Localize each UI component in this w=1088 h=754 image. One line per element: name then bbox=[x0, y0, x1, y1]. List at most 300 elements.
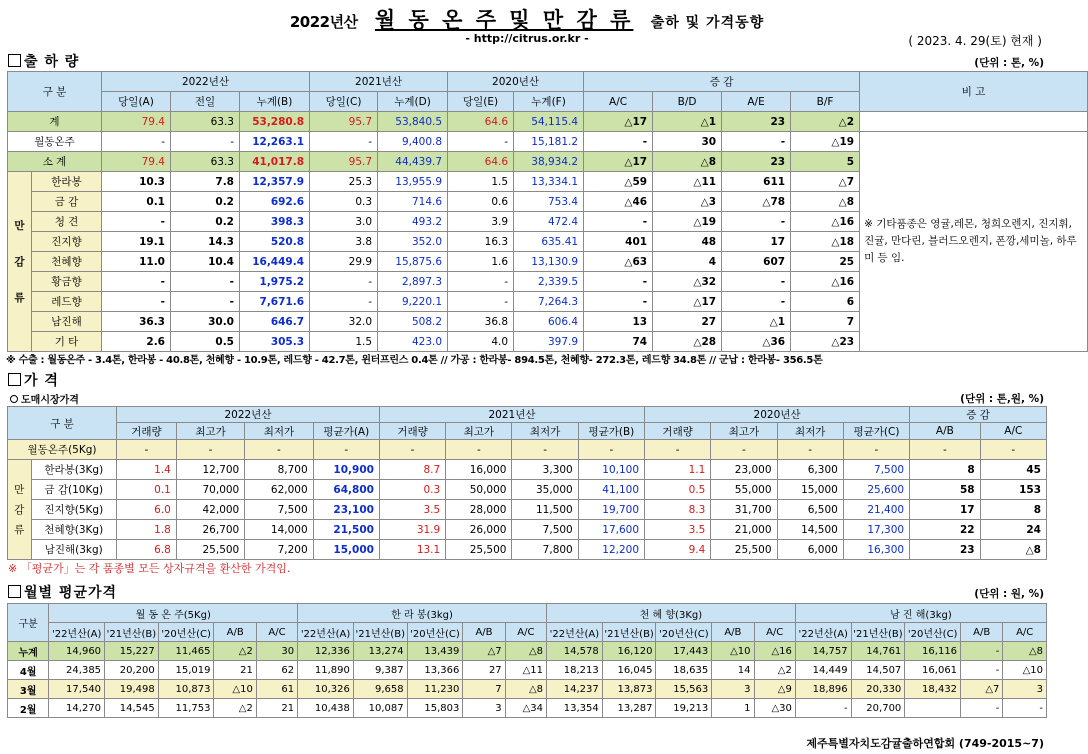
data-cell: 13,334.1 bbox=[514, 172, 584, 192]
data-cell: 607 bbox=[722, 252, 791, 272]
data-cell: 27 bbox=[463, 661, 505, 680]
data-cell: 8.7 bbox=[379, 460, 445, 480]
data-cell: 15,000 bbox=[313, 540, 379, 560]
col-header: '22년산(A) bbox=[795, 623, 851, 642]
data-cell: 21 bbox=[214, 661, 256, 680]
col-header: A/B bbox=[910, 423, 981, 440]
data-cell: △1 bbox=[722, 312, 791, 332]
data-cell: - bbox=[310, 292, 378, 312]
data-cell: - bbox=[645, 440, 711, 460]
data-cell: 2,897.3 bbox=[378, 272, 448, 292]
monthly-group-header: 천 혜 향(3Kg) bbox=[547, 604, 796, 623]
data-cell: 27 bbox=[653, 312, 722, 332]
data-cell: - bbox=[102, 132, 171, 152]
data-cell: 95.7 bbox=[310, 112, 378, 132]
price-note: ※ 「평균가」는 각 품종별 모든 상자규격을 환산한 가격임. bbox=[8, 562, 291, 575]
data-cell: - bbox=[910, 440, 981, 460]
data-cell: 32.0 bbox=[310, 312, 378, 332]
data-cell: 17,300 bbox=[843, 520, 909, 540]
data-cell: - bbox=[722, 292, 791, 312]
data-cell: - bbox=[102, 292, 171, 312]
data-cell: 17,443 bbox=[656, 642, 712, 661]
data-cell: - bbox=[310, 132, 378, 152]
data-cell: - bbox=[379, 440, 445, 460]
data-cell: 305.3 bbox=[240, 332, 310, 352]
monthly-group-header: 한 라 봉(3kg) bbox=[298, 604, 547, 623]
row-label: 진지향 bbox=[32, 232, 102, 252]
data-cell: - bbox=[961, 699, 1003, 718]
data-cell: 25 bbox=[791, 252, 860, 272]
data-cell: 472.4 bbox=[514, 212, 584, 232]
data-cell: △2 bbox=[791, 112, 860, 132]
data-cell: 401 bbox=[584, 232, 653, 252]
data-cell: 16,300 bbox=[843, 540, 909, 560]
data-cell: - bbox=[961, 661, 1003, 680]
data-cell: 9,400.8 bbox=[378, 132, 448, 152]
data-cell: - bbox=[584, 272, 653, 292]
col-header: A/B bbox=[463, 623, 505, 642]
table-row bbox=[8, 480, 1047, 500]
price-hdr-2022: 2022년산 bbox=[117, 407, 380, 423]
data-cell: 25,500 bbox=[176, 540, 244, 560]
data-cell: - bbox=[117, 440, 177, 460]
col-header: A/C bbox=[256, 623, 297, 642]
data-cell: 16,045 bbox=[602, 661, 656, 680]
data-cell: - bbox=[843, 440, 909, 460]
data-cell: 21,000 bbox=[711, 520, 777, 540]
data-cell: 44,439.7 bbox=[378, 152, 448, 172]
col-header: 평균가(B) bbox=[578, 423, 644, 440]
data-cell: △10 bbox=[712, 642, 754, 661]
price-hdr-change: 증 감 bbox=[910, 407, 1047, 423]
data-cell: 13,130.9 bbox=[514, 252, 584, 272]
circle-bullet-icon bbox=[10, 395, 18, 403]
data-cell: 17 bbox=[722, 232, 791, 252]
data-cell: 41,100 bbox=[578, 480, 644, 500]
row-label: 월동온주(5Kg) bbox=[8, 440, 117, 460]
data-cell: 398.3 bbox=[240, 212, 310, 232]
data-cell: 30.0 bbox=[171, 312, 240, 332]
data-cell: 21,400 bbox=[843, 500, 909, 520]
data-cell: △8 bbox=[653, 152, 722, 172]
data-cell: △16 bbox=[791, 212, 860, 232]
data-cell: 19,498 bbox=[105, 680, 159, 699]
data-cell: - bbox=[313, 440, 379, 460]
table-row bbox=[8, 680, 1047, 699]
data-cell: 79.4 bbox=[102, 152, 171, 172]
data-cell: 41,017.8 bbox=[240, 152, 310, 172]
row-label: 청 견 bbox=[32, 212, 102, 232]
data-cell: 18,896 bbox=[795, 680, 851, 699]
data-cell: 7,264.3 bbox=[514, 292, 584, 312]
data-cell: - bbox=[176, 440, 244, 460]
data-cell: - bbox=[102, 212, 171, 232]
data-cell: 611 bbox=[722, 172, 791, 192]
row-label: 기 타 bbox=[32, 332, 102, 352]
data-cell: 15,803 bbox=[407, 699, 463, 718]
data-cell: 64,800 bbox=[313, 480, 379, 500]
title-sub: 출하 및 가격동향 bbox=[650, 15, 765, 31]
col-header: 당일(A) bbox=[102, 92, 171, 112]
data-cell: 6 bbox=[791, 292, 860, 312]
data-cell: △17 bbox=[584, 112, 653, 132]
data-cell: 11.0 bbox=[102, 252, 171, 272]
data-cell: 64.6 bbox=[448, 152, 514, 172]
data-cell: 14,500 bbox=[777, 520, 843, 540]
data-cell: 19.1 bbox=[102, 232, 171, 252]
data-cell: 18,213 bbox=[547, 661, 603, 680]
data-cell: 64.6 bbox=[448, 112, 514, 132]
data-cell: 646.7 bbox=[240, 312, 310, 332]
data-cell: 16,449.4 bbox=[240, 252, 310, 272]
shipments-unit: (단위 : 톤, %) bbox=[974, 57, 1044, 69]
data-cell: 2.6 bbox=[102, 332, 171, 352]
hdr-gubun: 구 분 bbox=[8, 72, 102, 112]
data-cell: 1.5 bbox=[448, 172, 514, 192]
data-cell: 53,840.5 bbox=[378, 112, 448, 132]
data-cell: 4.0 bbox=[448, 332, 514, 352]
data-cell: △34 bbox=[505, 699, 546, 718]
data-cell: 14,545 bbox=[105, 699, 159, 718]
data-cell: 36.8 bbox=[448, 312, 514, 332]
data-cell: 16,120 bbox=[602, 642, 656, 661]
row-label: 4월 bbox=[8, 661, 49, 680]
data-cell: 20,330 bbox=[851, 680, 905, 699]
data-cell: 15,000 bbox=[777, 480, 843, 500]
data-cell: 7 bbox=[463, 680, 505, 699]
data-cell: 55,000 bbox=[711, 480, 777, 500]
data-cell: △10 bbox=[214, 680, 256, 699]
col-header: A/B bbox=[712, 623, 754, 642]
prices-unit: (단위 : 톤,원, %) bbox=[960, 393, 1044, 405]
data-cell: △10 bbox=[1003, 661, 1047, 680]
data-cell: 0.2 bbox=[171, 192, 240, 212]
col-header: 거래량 bbox=[645, 423, 711, 440]
data-cell: 38,934.2 bbox=[514, 152, 584, 172]
data-cell: 17,540 bbox=[49, 680, 105, 699]
data-cell: - bbox=[722, 272, 791, 292]
data-cell: - bbox=[722, 132, 791, 152]
row-label: 금 감 bbox=[32, 192, 102, 212]
data-cell: 30 bbox=[653, 132, 722, 152]
data-cell: - bbox=[584, 132, 653, 152]
data-cell: 13 bbox=[584, 312, 653, 332]
data-cell: 520.8 bbox=[240, 232, 310, 252]
data-cell: 14,761 bbox=[851, 642, 905, 661]
data-cell: △63 bbox=[584, 252, 653, 272]
col-header: 평균가(C) bbox=[843, 423, 909, 440]
data-cell: 63.3 bbox=[171, 152, 240, 172]
data-cell: 12,200 bbox=[578, 540, 644, 560]
data-cell: 17,600 bbox=[578, 520, 644, 540]
data-cell: 31.9 bbox=[379, 520, 445, 540]
data-cell: 1.8 bbox=[117, 520, 177, 540]
hdr-2020: 2020년산 bbox=[448, 72, 584, 92]
data-cell: 15,563 bbox=[656, 680, 712, 699]
data-cell: 35,000 bbox=[512, 480, 578, 500]
data-cell: 28,000 bbox=[446, 500, 512, 520]
data-cell: △2 bbox=[214, 699, 256, 718]
col-header: 최저가 bbox=[777, 423, 843, 440]
report-title bbox=[0, 4, 1054, 30]
checkbox-square-icon bbox=[8, 373, 21, 386]
table-row bbox=[8, 112, 1088, 132]
data-cell: 29.9 bbox=[310, 252, 378, 272]
price-hdr-gubun: 구 분 bbox=[8, 407, 117, 440]
data-cell: 8,700 bbox=[245, 460, 313, 480]
data-cell: - bbox=[795, 699, 851, 718]
data-cell: 13,873 bbox=[602, 680, 656, 699]
data-cell: 10,326 bbox=[298, 680, 354, 699]
data-cell: 54,115.4 bbox=[514, 112, 584, 132]
data-cell: 7,671.6 bbox=[240, 292, 310, 312]
data-cell: 11,890 bbox=[298, 661, 354, 680]
shipments-table bbox=[7, 71, 1088, 352]
data-cell: 16,061 bbox=[905, 661, 961, 680]
data-cell: 397.9 bbox=[514, 332, 584, 352]
data-cell: - bbox=[980, 440, 1046, 460]
data-cell: △32 bbox=[653, 272, 722, 292]
row-label: 진지향(5Kg) bbox=[31, 500, 117, 520]
data-cell: 74 bbox=[584, 332, 653, 352]
data-cell: 20,700 bbox=[851, 699, 905, 718]
title-main: 월 동 온 주 및 만 감 류 bbox=[374, 7, 634, 32]
data-cell: 6,000 bbox=[777, 540, 843, 560]
col-header: '20년산(C) bbox=[656, 623, 712, 642]
data-cell: 0.6 bbox=[448, 192, 514, 212]
data-cell: 1.4 bbox=[117, 460, 177, 480]
data-cell: 36.3 bbox=[102, 312, 171, 332]
data-cell: 58 bbox=[910, 480, 981, 500]
data-cell: 0.3 bbox=[379, 480, 445, 500]
data-cell: 9,658 bbox=[353, 680, 407, 699]
data-cell: 7,800 bbox=[512, 540, 578, 560]
data-cell: 26,700 bbox=[176, 520, 244, 540]
data-cell: 23 bbox=[722, 112, 791, 132]
data-cell: 11,500 bbox=[512, 500, 578, 520]
row-label: 금 감(10Kg) bbox=[31, 480, 117, 500]
col-header: 최저가 bbox=[245, 423, 313, 440]
data-cell: △16 bbox=[754, 642, 795, 661]
col-header: A/C bbox=[1003, 623, 1047, 642]
site-url[interactable]: - http://citrus.or.kr - bbox=[465, 32, 589, 45]
data-cell: 23 bbox=[722, 152, 791, 172]
data-cell: △8 bbox=[980, 540, 1046, 560]
col-header: 누계(F) bbox=[514, 92, 584, 112]
data-cell: △2 bbox=[754, 661, 795, 680]
data-cell: △19 bbox=[653, 212, 722, 232]
section-monthly-title: 월별 평균가격 bbox=[8, 582, 117, 602]
col-header: A/E bbox=[722, 92, 791, 112]
col-header: 누계(B) bbox=[240, 92, 310, 112]
data-cell: 17 bbox=[910, 500, 981, 520]
col-header: A/C bbox=[980, 423, 1046, 440]
data-cell: 7 bbox=[791, 312, 860, 332]
data-cell: 15,875.6 bbox=[378, 252, 448, 272]
data-cell: 22 bbox=[910, 520, 981, 540]
data-cell: 14,960 bbox=[49, 642, 105, 661]
data-cell: 10,873 bbox=[158, 680, 214, 699]
data-cell: △11 bbox=[653, 172, 722, 192]
data-cell: 7,500 bbox=[512, 520, 578, 540]
remark-note: ※ 기타품종은 영귤,레몬, 청희오렌지, 진지휘, 진귤, 만다린, 블러드오렌지, 폰깡,세미놀, 하루미 등 임. bbox=[860, 132, 1088, 352]
col-header: 최고가 bbox=[446, 423, 512, 440]
data-cell: 14,578 bbox=[547, 642, 603, 661]
monthly-hdr-gubun: 구분 bbox=[8, 604, 49, 642]
wholesale-label: 도매시장가격 bbox=[10, 391, 79, 406]
row-label: 누계 bbox=[8, 642, 49, 661]
data-cell: 10.4 bbox=[171, 252, 240, 272]
col-header: '22년산(A) bbox=[547, 623, 603, 642]
data-cell: - bbox=[512, 440, 578, 460]
row-label: 천혜향 bbox=[32, 252, 102, 272]
data-cell: 62 bbox=[256, 661, 297, 680]
col-header: 평균가(A) bbox=[313, 423, 379, 440]
data-cell: 21 bbox=[256, 699, 297, 718]
data-cell: 12,357.9 bbox=[240, 172, 310, 192]
data-cell: 10,438 bbox=[298, 699, 354, 718]
hdr-2022: 2022년산 bbox=[102, 72, 310, 92]
data-cell: 21,500 bbox=[313, 520, 379, 540]
data-cell: 7.8 bbox=[171, 172, 240, 192]
data-cell: 3.9 bbox=[448, 212, 514, 232]
data-cell: - bbox=[722, 212, 791, 232]
data-cell: - bbox=[1003, 699, 1047, 718]
data-cell: 9.4 bbox=[645, 540, 711, 560]
monthly-table bbox=[7, 603, 1047, 718]
data-cell: 153 bbox=[980, 480, 1046, 500]
col-header: 최고가 bbox=[176, 423, 244, 440]
data-cell: 3.0 bbox=[310, 212, 378, 232]
data-cell: 0.3 bbox=[310, 192, 378, 212]
data-cell: 19,700 bbox=[578, 500, 644, 520]
data-cell: 12,336 bbox=[298, 642, 354, 661]
table-row bbox=[8, 460, 1047, 480]
data-cell: 25,500 bbox=[446, 540, 512, 560]
data-cell: 25,600 bbox=[843, 480, 909, 500]
col-header: 거래량 bbox=[379, 423, 445, 440]
data-cell: 62,000 bbox=[245, 480, 313, 500]
row-label: 천혜향(3Kg) bbox=[31, 520, 117, 540]
data-cell: 14,270 bbox=[49, 699, 105, 718]
data-cell: 18,635 bbox=[656, 661, 712, 680]
data-cell: △18 bbox=[791, 232, 860, 252]
data-cell: 10,087 bbox=[353, 699, 407, 718]
data-cell: 11,230 bbox=[407, 680, 463, 699]
monthly-group-header: 남 진 해(3kg) bbox=[795, 604, 1046, 623]
row-label: 소 계 bbox=[8, 152, 102, 172]
data-cell: 493.2 bbox=[378, 212, 448, 232]
data-cell: - bbox=[448, 132, 514, 152]
col-header: '20년산(C) bbox=[407, 623, 463, 642]
table-row bbox=[8, 440, 1047, 460]
data-cell: 9,387 bbox=[353, 661, 407, 680]
data-cell: 7,200 bbox=[245, 540, 313, 560]
data-cell: △8 bbox=[1003, 642, 1047, 661]
data-cell: 79.4 bbox=[102, 112, 171, 132]
data-cell: 14 bbox=[712, 661, 754, 680]
data-cell: 16.3 bbox=[448, 232, 514, 252]
row-label: 2월 bbox=[8, 699, 49, 718]
data-cell: 14,000 bbox=[245, 520, 313, 540]
table-row bbox=[8, 661, 1047, 680]
col-header: A/C bbox=[505, 623, 546, 642]
row-label: 레드향 bbox=[32, 292, 102, 312]
data-cell: 31,700 bbox=[711, 500, 777, 520]
table-row bbox=[8, 699, 1047, 718]
data-cell: 16,116 bbox=[905, 642, 961, 661]
data-cell: △23 bbox=[791, 332, 860, 352]
col-header: A/B bbox=[961, 623, 1003, 642]
data-cell: 95.7 bbox=[310, 152, 378, 172]
data-cell: 20,200 bbox=[105, 661, 159, 680]
col-header: 거래량 bbox=[117, 423, 177, 440]
data-cell: 14,449 bbox=[795, 661, 851, 680]
report-date: ( 2023. 4. 29(토) 현재 ) bbox=[908, 34, 1042, 48]
checkbox-square-icon bbox=[8, 54, 21, 67]
col-header: '21년산(B) bbox=[353, 623, 407, 642]
data-cell: 63.3 bbox=[171, 112, 240, 132]
col-header: '22년산(A) bbox=[49, 623, 105, 642]
data-cell: 19,213 bbox=[656, 699, 712, 718]
data-cell: 6,300 bbox=[777, 460, 843, 480]
data-cell: 18,432 bbox=[905, 680, 961, 699]
row-label: 황금향 bbox=[32, 272, 102, 292]
data-cell: 26,000 bbox=[446, 520, 512, 540]
data-cell: - bbox=[171, 292, 240, 312]
data-cell: 3.5 bbox=[379, 500, 445, 520]
col-header: '21년산(B) bbox=[105, 623, 159, 642]
price-hdr-2021: 2021년산 bbox=[379, 407, 644, 423]
data-cell: 23,000 bbox=[711, 460, 777, 480]
data-cell: 1,975.2 bbox=[240, 272, 310, 292]
data-cell: 1.5 bbox=[310, 332, 378, 352]
data-cell: △36 bbox=[722, 332, 791, 352]
data-cell: 423.0 bbox=[378, 332, 448, 352]
data-cell: 6.8 bbox=[117, 540, 177, 560]
data-cell: 10,100 bbox=[578, 460, 644, 480]
data-cell: △16 bbox=[791, 272, 860, 292]
data-cell: - bbox=[448, 272, 514, 292]
data-cell: 42,000 bbox=[176, 500, 244, 520]
table-row bbox=[8, 132, 1088, 152]
data-cell: 15,019 bbox=[158, 661, 214, 680]
shipments-footnote: ※ 수출 : 월동온주 - 3.4톤, 한라봉 - 40.8톤, 천혜향 - 10.9톤, 레드향 - 42.7톤, 윈터프린스 0.4톤 // 가공 : 한라봉- 894.5톤, 천혜향- 272.3톤, 레드향 34.8톤 // 군납 : 한라봉- 356.5톤 bbox=[6, 355, 823, 366]
data-cell: △78 bbox=[722, 192, 791, 212]
data-cell: △2 bbox=[214, 642, 256, 661]
data-cell: - bbox=[961, 642, 1003, 661]
data-cell: 13,439 bbox=[407, 642, 463, 661]
table-row bbox=[8, 540, 1047, 560]
data-cell: 30 bbox=[256, 642, 297, 661]
title-year: 2022년산 bbox=[289, 13, 358, 31]
data-cell: - bbox=[102, 272, 171, 292]
data-cell: △17 bbox=[584, 152, 653, 172]
data-cell: 12,700 bbox=[176, 460, 244, 480]
data-cell: 6.0 bbox=[117, 500, 177, 520]
section-prices-title: 가 격 bbox=[8, 370, 59, 390]
data-cell: 11,753 bbox=[158, 699, 214, 718]
data-cell: 7,500 bbox=[843, 460, 909, 480]
data-cell: 50,000 bbox=[446, 480, 512, 500]
data-cell: 606.4 bbox=[514, 312, 584, 332]
data-cell: 8 bbox=[980, 500, 1046, 520]
data-cell: △1 bbox=[653, 112, 722, 132]
col-header: 최고가 bbox=[711, 423, 777, 440]
data-cell: 4 bbox=[653, 252, 722, 272]
data-cell: 9,220.1 bbox=[378, 292, 448, 312]
section-shipments-title: 출 하 량 bbox=[8, 51, 79, 71]
